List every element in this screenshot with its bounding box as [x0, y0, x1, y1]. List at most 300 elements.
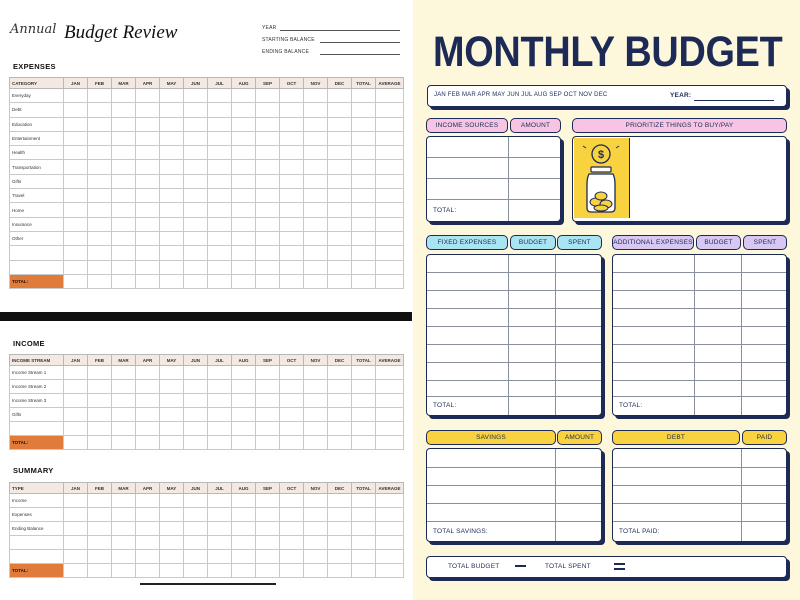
table-cell[interactable]: [328, 89, 352, 103]
table-cell[interactable]: [376, 203, 404, 217]
table-cell[interactable]: [160, 394, 184, 408]
table-cell[interactable]: [112, 508, 136, 522]
table-cell[interactable]: [304, 508, 328, 522]
table-cell[interactable]: [328, 550, 352, 564]
table-cell[interactable]: [232, 160, 256, 174]
table-cell[interactable]: [232, 217, 256, 231]
table-cell[interactable]: [184, 189, 208, 203]
table-cell[interactable]: [376, 494, 404, 508]
table-cell[interactable]: [112, 436, 136, 450]
table-cell[interactable]: [64, 366, 88, 380]
table-cell[interactable]: [160, 117, 184, 131]
table-cell[interactable]: [136, 260, 160, 274]
table-cell[interactable]: [208, 260, 232, 274]
table-cell[interactable]: [160, 408, 184, 422]
table-cell[interactable]: [160, 422, 184, 436]
table-cell[interactable]: [256, 380, 280, 394]
table-cell[interactable]: [376, 160, 404, 174]
table-cell[interactable]: [280, 436, 304, 450]
table-cell[interactable]: [280, 422, 304, 436]
table-cell[interactable]: [208, 564, 232, 578]
table-cell[interactable]: [304, 274, 328, 288]
table-cell[interactable]: [112, 160, 136, 174]
table-cell[interactable]: [160, 203, 184, 217]
table-cell[interactable]: [112, 117, 136, 131]
table-cell[interactable]: [112, 550, 136, 564]
table-cell[interactable]: [64, 189, 88, 203]
table-cell[interactable]: [208, 522, 232, 536]
table-cell[interactable]: [184, 131, 208, 145]
table-cell[interactable]: [136, 103, 160, 117]
table-cell[interactable]: [208, 380, 232, 394]
table-cell[interactable]: [160, 366, 184, 380]
table-cell[interactable]: [88, 246, 112, 260]
table-cell[interactable]: [352, 246, 376, 260]
table-cell[interactable]: [136, 508, 160, 522]
table-cell[interactable]: [256, 189, 280, 203]
table-cell[interactable]: [232, 494, 256, 508]
table-cell[interactable]: [232, 89, 256, 103]
table-cell[interactable]: [112, 394, 136, 408]
table-cell[interactable]: [280, 89, 304, 103]
table-cell[interactable]: [256, 494, 280, 508]
table-cell[interactable]: [232, 536, 256, 550]
table-cell[interactable]: [352, 408, 376, 422]
table-cell[interactable]: [184, 103, 208, 117]
table-cell[interactable]: [160, 536, 184, 550]
table-cell[interactable]: [376, 131, 404, 145]
table-cell[interactable]: [280, 246, 304, 260]
table-cell[interactable]: [280, 117, 304, 131]
table-cell[interactable]: [304, 246, 328, 260]
table-cell[interactable]: [256, 394, 280, 408]
table-cell[interactable]: [376, 422, 404, 436]
table-cell[interactable]: [160, 246, 184, 260]
table-cell[interactable]: [256, 522, 280, 536]
table-cell[interactable]: [64, 174, 88, 188]
table-cell[interactable]: [352, 203, 376, 217]
table-cell[interactable]: [328, 174, 352, 188]
table-cell[interactable]: [112, 564, 136, 578]
table-cell[interactable]: [280, 564, 304, 578]
table-cell[interactable]: [304, 550, 328, 564]
table-cell[interactable]: [88, 146, 112, 160]
table-cell[interactable]: [280, 203, 304, 217]
table-cell[interactable]: [160, 146, 184, 160]
table-cell[interactable]: [88, 494, 112, 508]
table-cell[interactable]: [208, 103, 232, 117]
table-cell[interactable]: [328, 274, 352, 288]
table-cell[interactable]: [232, 380, 256, 394]
table-cell[interactable]: [112, 131, 136, 145]
table-cell[interactable]: [328, 380, 352, 394]
table-cell[interactable]: [328, 189, 352, 203]
table-cell[interactable]: [160, 564, 184, 578]
table-cell[interactable]: [88, 131, 112, 145]
table-cell[interactable]: [64, 146, 88, 160]
table-cell[interactable]: [136, 408, 160, 422]
table-cell[interactable]: [352, 103, 376, 117]
table-cell[interactable]: [256, 408, 280, 422]
table-cell[interactable]: [160, 103, 184, 117]
table-cell[interactable]: [280, 522, 304, 536]
table-cell[interactable]: [160, 274, 184, 288]
table-cell[interactable]: [232, 131, 256, 145]
table-cell[interactable]: [88, 522, 112, 536]
table-cell[interactable]: [160, 231, 184, 245]
table-cell[interactable]: [184, 380, 208, 394]
table-cell[interactable]: [328, 117, 352, 131]
table-cell[interactable]: [328, 260, 352, 274]
table-cell[interactable]: [304, 564, 328, 578]
table-cell[interactable]: [64, 380, 88, 394]
table-cell[interactable]: [184, 89, 208, 103]
table-cell[interactable]: [352, 366, 376, 380]
table-cell[interactable]: [88, 203, 112, 217]
table-cell[interactable]: [88, 366, 112, 380]
table-cell[interactable]: [184, 203, 208, 217]
table-cell[interactable]: [376, 89, 404, 103]
table-cell[interactable]: [112, 274, 136, 288]
table-cell[interactable]: [304, 217, 328, 231]
table-cell[interactable]: [88, 117, 112, 131]
table-cell[interactable]: [88, 274, 112, 288]
table-cell[interactable]: [376, 231, 404, 245]
table-cell[interactable]: [112, 260, 136, 274]
table-cell[interactable]: [304, 536, 328, 550]
table-cell[interactable]: [304, 366, 328, 380]
table-cell[interactable]: [256, 131, 280, 145]
table-cell[interactable]: [232, 564, 256, 578]
table-cell[interactable]: [328, 366, 352, 380]
table-cell[interactable]: [256, 174, 280, 188]
table-cell[interactable]: [376, 436, 404, 450]
table-cell[interactable]: [88, 189, 112, 203]
table-cell[interactable]: [232, 103, 256, 117]
table-cell[interactable]: [88, 380, 112, 394]
table-cell[interactable]: [184, 422, 208, 436]
table-cell[interactable]: [280, 160, 304, 174]
table-cell[interactable]: [376, 246, 404, 260]
table-cell[interactable]: [232, 203, 256, 217]
table-cell[interactable]: [184, 231, 208, 245]
table-cell[interactable]: [160, 508, 184, 522]
table-cell[interactable]: [208, 246, 232, 260]
table-cell[interactable]: [376, 536, 404, 550]
table-cell[interactable]: [88, 436, 112, 450]
table-cell[interactable]: [280, 174, 304, 188]
table-cell[interactable]: [328, 203, 352, 217]
table-cell[interactable]: [352, 536, 376, 550]
table-cell[interactable]: [328, 217, 352, 231]
table-cell[interactable]: [304, 103, 328, 117]
table-cell[interactable]: [136, 274, 160, 288]
table-cell[interactable]: [208, 203, 232, 217]
table-cell[interactable]: [328, 422, 352, 436]
table-cell[interactable]: [136, 189, 160, 203]
table-cell[interactable]: [208, 536, 232, 550]
table-cell[interactable]: [256, 246, 280, 260]
table-cell[interactable]: [64, 160, 88, 174]
table-cell[interactable]: [64, 494, 88, 508]
table-cell[interactable]: [280, 366, 304, 380]
table-cell[interactable]: [184, 260, 208, 274]
table-cell[interactable]: [208, 550, 232, 564]
table-cell[interactable]: [304, 260, 328, 274]
table-cell[interactable]: [256, 89, 280, 103]
table-cell[interactable]: [112, 536, 136, 550]
table-cell[interactable]: [136, 160, 160, 174]
table-cell[interactable]: [88, 422, 112, 436]
table-cell[interactable]: [112, 494, 136, 508]
table-cell[interactable]: [160, 217, 184, 231]
table-cell[interactable]: [112, 366, 136, 380]
table-cell[interactable]: [304, 231, 328, 245]
table-cell[interactable]: [280, 380, 304, 394]
table-cell[interactable]: [256, 564, 280, 578]
table-cell[interactable]: [304, 160, 328, 174]
table-cell[interactable]: [328, 231, 352, 245]
table-cell[interactable]: [376, 260, 404, 274]
table-cell[interactable]: [280, 231, 304, 245]
table-cell[interactable]: [112, 103, 136, 117]
table-cell[interactable]: [136, 117, 160, 131]
table-cell[interactable]: [328, 564, 352, 578]
table-cell[interactable]: [304, 494, 328, 508]
table-cell[interactable]: [64, 536, 88, 550]
table-cell[interactable]: [136, 366, 160, 380]
table-cell[interactable]: [376, 380, 404, 394]
table-cell[interactable]: [112, 89, 136, 103]
table-cell[interactable]: [280, 394, 304, 408]
table-cell[interactable]: [136, 174, 160, 188]
table-cell[interactable]: [136, 494, 160, 508]
table-cell[interactable]: [184, 564, 208, 578]
table-cell[interactable]: [352, 436, 376, 450]
table-cell[interactable]: [256, 146, 280, 160]
month-list[interactable]: JAN FEB MAR APR MAY JUN JUL AUG SEP OCT NOV DEC: [434, 92, 608, 98]
table-cell[interactable]: [376, 366, 404, 380]
fixed-expenses-box[interactable]: [426, 254, 602, 416]
table-cell[interactable]: [352, 117, 376, 131]
table-cell[interactable]: [328, 536, 352, 550]
table-cell[interactable]: [328, 494, 352, 508]
table-cell[interactable]: [208, 131, 232, 145]
table-cell[interactable]: [64, 508, 88, 522]
table-cell[interactable]: [112, 203, 136, 217]
table-cell[interactable]: [232, 436, 256, 450]
table-cell[interactable]: [376, 146, 404, 160]
table-cell[interactable]: [304, 203, 328, 217]
table-cell[interactable]: [256, 203, 280, 217]
table-cell[interactable]: [64, 564, 88, 578]
table-cell[interactable]: [328, 160, 352, 174]
table-cell[interactable]: [64, 394, 88, 408]
table-cell[interactable]: [208, 189, 232, 203]
year-field[interactable]: [280, 30, 400, 31]
table-cell[interactable]: [160, 260, 184, 274]
table-cell[interactable]: [280, 189, 304, 203]
table-cell[interactable]: [208, 160, 232, 174]
table-cell[interactable]: [64, 131, 88, 145]
table-cell[interactable]: [88, 231, 112, 245]
table-cell[interactable]: [352, 231, 376, 245]
table-cell[interactable]: [232, 231, 256, 245]
table-cell[interactable]: [256, 436, 280, 450]
table-cell[interactable]: [160, 494, 184, 508]
starting-balance-field[interactable]: [320, 42, 400, 43]
table-cell[interactable]: [280, 508, 304, 522]
table-cell[interactable]: [184, 117, 208, 131]
table-cell[interactable]: [88, 394, 112, 408]
table-cell[interactable]: [160, 436, 184, 450]
table-cell[interactable]: [136, 203, 160, 217]
table-cell[interactable]: [112, 422, 136, 436]
table-cell[interactable]: [136, 246, 160, 260]
year-input-line[interactable]: [694, 100, 774, 101]
table-cell[interactable]: [280, 550, 304, 564]
table-cell[interactable]: [256, 536, 280, 550]
table-cell[interactable]: [88, 260, 112, 274]
table-cell[interactable]: [352, 131, 376, 145]
table-cell[interactable]: [208, 366, 232, 380]
table-cell[interactable]: [136, 536, 160, 550]
table-cell[interactable]: [256, 160, 280, 174]
table-cell[interactable]: [328, 436, 352, 450]
table-cell[interactable]: [376, 274, 404, 288]
table-cell[interactable]: [232, 508, 256, 522]
table-cell[interactable]: [328, 131, 352, 145]
table-cell[interactable]: [352, 422, 376, 436]
table-cell[interactable]: [232, 394, 256, 408]
table-cell[interactable]: [64, 422, 88, 436]
table-cell[interactable]: [232, 189, 256, 203]
table-cell[interactable]: [112, 174, 136, 188]
table-cell[interactable]: [280, 408, 304, 422]
table-cell[interactable]: [160, 380, 184, 394]
table-cell[interactable]: [88, 89, 112, 103]
table-cell[interactable]: [88, 564, 112, 578]
table-cell[interactable]: [136, 89, 160, 103]
table-cell[interactable]: [352, 522, 376, 536]
table-cell[interactable]: [88, 550, 112, 564]
table-cell[interactable]: [208, 508, 232, 522]
table-cell[interactable]: [136, 522, 160, 536]
table-cell[interactable]: [64, 103, 88, 117]
table-cell[interactable]: [88, 536, 112, 550]
table-cell[interactable]: [256, 260, 280, 274]
table-cell[interactable]: [184, 146, 208, 160]
table-cell[interactable]: [64, 117, 88, 131]
table-cell[interactable]: [328, 522, 352, 536]
table-cell[interactable]: [64, 274, 88, 288]
table-cell[interactable]: [160, 550, 184, 564]
table-cell[interactable]: [160, 189, 184, 203]
table-cell[interactable]: [160, 522, 184, 536]
table-cell[interactable]: [328, 508, 352, 522]
table-cell[interactable]: [280, 260, 304, 274]
table-cell[interactable]: [64, 408, 88, 422]
ending-balance-field[interactable]: [320, 54, 400, 55]
table-cell[interactable]: [208, 408, 232, 422]
table-cell[interactable]: [64, 89, 88, 103]
table-cell[interactable]: [208, 422, 232, 436]
table-cell[interactable]: [376, 564, 404, 578]
table-cell[interactable]: [352, 550, 376, 564]
table-cell[interactable]: [256, 231, 280, 245]
table-cell[interactable]: [352, 217, 376, 231]
table-cell[interactable]: [352, 260, 376, 274]
table-cell[interactable]: [184, 550, 208, 564]
table-cell[interactable]: [232, 422, 256, 436]
table-cell[interactable]: [376, 117, 404, 131]
table-cell[interactable]: [280, 217, 304, 231]
table-cell[interactable]: [208, 274, 232, 288]
table-cell[interactable]: [232, 246, 256, 260]
table-cell[interactable]: [352, 89, 376, 103]
table-cell[interactable]: [160, 131, 184, 145]
table-cell[interactable]: [256, 508, 280, 522]
table-cell[interactable]: [304, 174, 328, 188]
table-cell[interactable]: [184, 508, 208, 522]
table-cell[interactable]: [376, 174, 404, 188]
table-cell[interactable]: [112, 408, 136, 422]
table-cell[interactable]: [64, 217, 88, 231]
table-cell[interactable]: [328, 146, 352, 160]
table-cell[interactable]: [256, 550, 280, 564]
table-cell[interactable]: [304, 89, 328, 103]
table-cell[interactable]: [256, 274, 280, 288]
table-cell[interactable]: [256, 117, 280, 131]
table-cell[interactable]: [184, 394, 208, 408]
table-cell[interactable]: [112, 231, 136, 245]
table-cell[interactable]: [352, 494, 376, 508]
table-cell[interactable]: [136, 131, 160, 145]
table-cell[interactable]: [376, 103, 404, 117]
table-cell[interactable]: [136, 394, 160, 408]
table-cell[interactable]: [304, 117, 328, 131]
table-cell[interactable]: [376, 189, 404, 203]
table-cell[interactable]: [376, 408, 404, 422]
table-cell[interactable]: [64, 203, 88, 217]
table-cell[interactable]: [304, 380, 328, 394]
table-cell[interactable]: [112, 380, 136, 394]
table-cell[interactable]: [136, 436, 160, 450]
table-cell[interactable]: [280, 146, 304, 160]
table-cell[interactable]: [112, 146, 136, 160]
table-cell[interactable]: [232, 274, 256, 288]
table-cell[interactable]: [304, 146, 328, 160]
table-cell[interactable]: [88, 408, 112, 422]
table-cell[interactable]: [208, 231, 232, 245]
table-cell[interactable]: [256, 422, 280, 436]
table-cell[interactable]: [280, 103, 304, 117]
table-cell[interactable]: [376, 508, 404, 522]
table-cell[interactable]: [256, 366, 280, 380]
table-cell[interactable]: [64, 522, 88, 536]
table-cell[interactable]: [64, 260, 88, 274]
table-cell[interactable]: [64, 550, 88, 564]
table-cell[interactable]: [136, 231, 160, 245]
table-cell[interactable]: [352, 274, 376, 288]
table-cell[interactable]: [208, 436, 232, 450]
table-cell[interactable]: [376, 217, 404, 231]
table-cell[interactable]: [184, 408, 208, 422]
table-cell[interactable]: [352, 380, 376, 394]
table-cell[interactable]: [64, 231, 88, 245]
table-cell[interactable]: [64, 246, 88, 260]
table-cell[interactable]: [184, 366, 208, 380]
